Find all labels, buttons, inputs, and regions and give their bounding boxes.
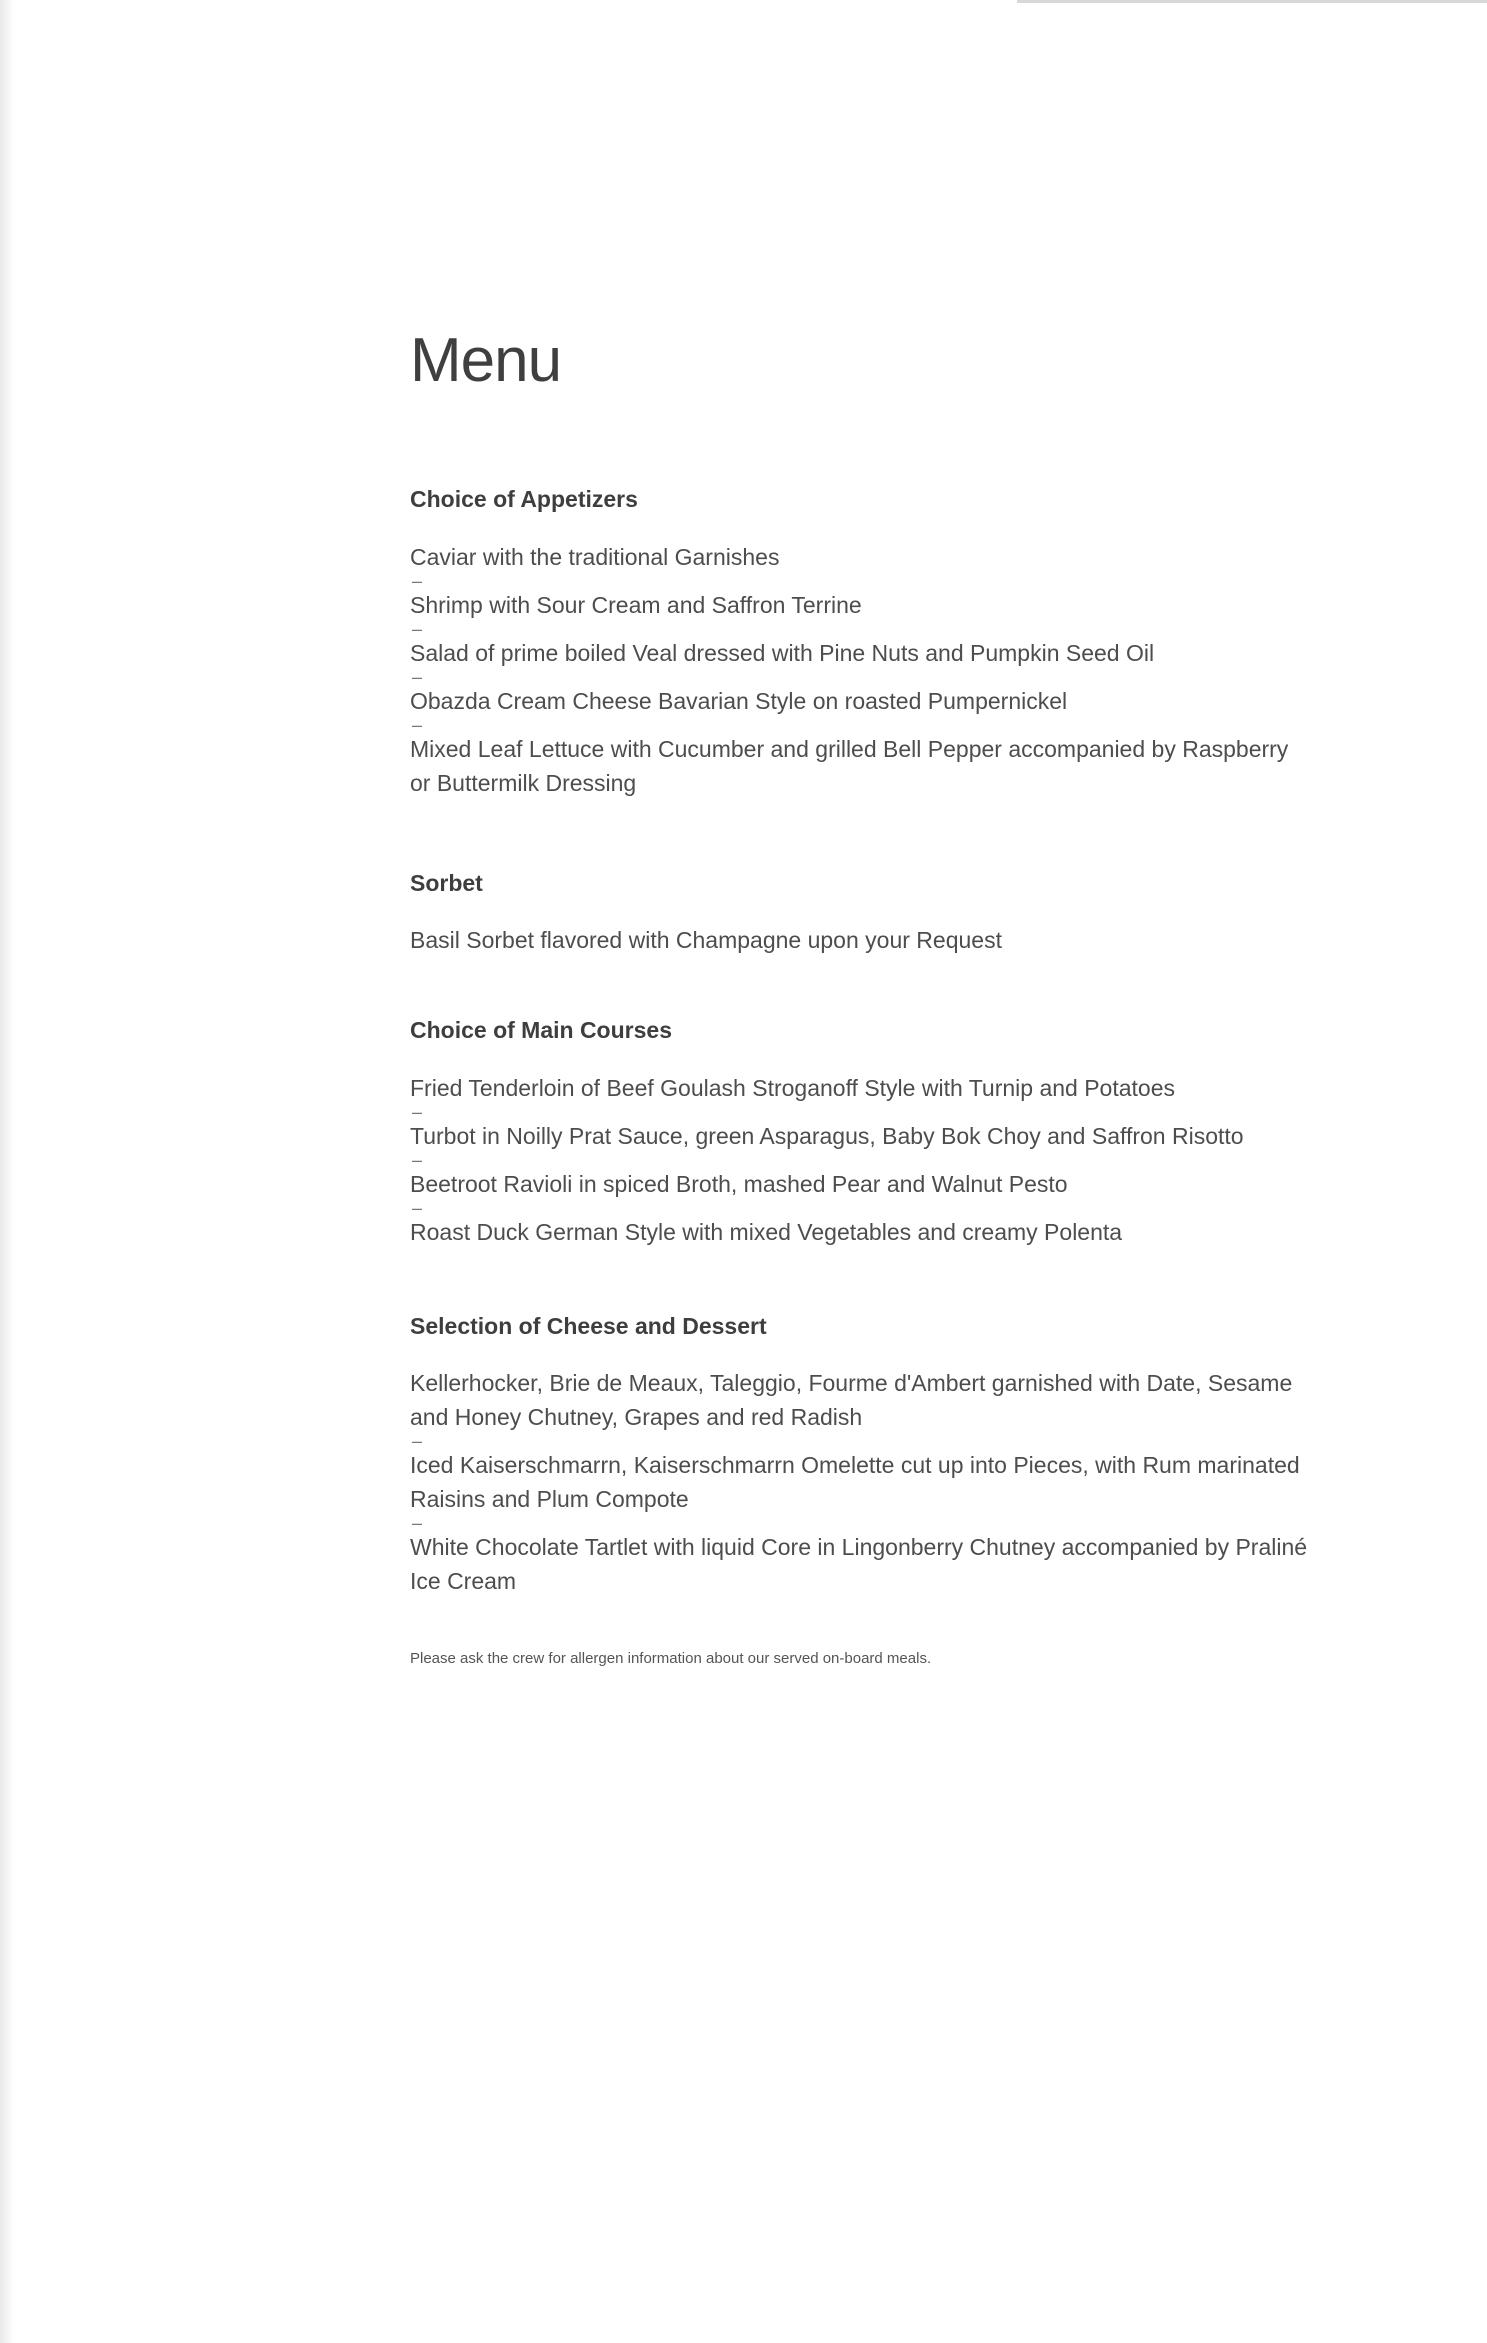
page-title: Menu <box>410 326 562 395</box>
sorbet-list <box>410 923 1310 957</box>
item-separator: – <box>412 666 423 687</box>
section-heading-cheese-dessert: Selection of Cheese and Dessert <box>410 1312 767 1339</box>
menu-item-main-3: Beetroot Ravioli in spiced Broth, mashed Pear and Walnut Pesto <box>410 1170 1068 1197</box>
menu-item-dessert-2: Iced Kaiserschmarrn, Kaiserschmarrn Omelette cut up into Pieces, with Rum marinated Raisins and Plum Compote <box>410 1452 1300 1513</box>
menu-page <box>410 326 1310 1668</box>
allergen-disclaimer: Please ask the crew for allergen information about our served on-board meals. <box>410 1650 932 1668</box>
menu-item-main-2: Turbot in Noilly Prat Sauce, green Asparagus, Baby Bok Choy and Saffron Risotto <box>410 1122 1244 1149</box>
item-separator: – <box>412 714 423 735</box>
menu-item-dessert-1: Kellerhocker, Brie de Meaux, Taleggio, Fourme d'Ambert garnished with Date, Sesame and Honey Chutney, Grapes and red Radish <box>410 1370 1293 1431</box>
menu-item-appetizer-1: Caviar with the traditional Garnishes <box>410 543 780 570</box>
menu-item-appetizer-2: Shrimp with Sour Cream and Saffron Terrine <box>410 591 862 618</box>
cheese-dessert-list <box>410 1366 1310 1598</box>
menu-item-appetizer-3: Salad of prime boiled Veal dressed with Pine Nuts and Pumpkin Seed Oil <box>410 639 1155 666</box>
menu-item-main-4: Roast Duck German Style with mixed Vegetables and creamy Polenta <box>410 1218 1123 1245</box>
menu-item-appetizer-4: Obazda Cream Cheese Bavarian Style on roasted Pumpernickel <box>410 687 1068 714</box>
item-separator: – <box>412 618 423 639</box>
item-separator: – <box>412 570 423 591</box>
menu-item-appetizer-5: Mixed Leaf Lettuce with Cucumber and grilled Bell Pepper accompanied by Raspberry or Buttermilk Dressing <box>410 735 1289 796</box>
menu-item-main-1: Fried Tenderloin of Beef Goulash Stroganoff Style with Turnip and Potatoes <box>410 1074 1176 1101</box>
top-edge-rule <box>1017 0 1487 3</box>
menu-item-sorbet-1: Basil Sorbet flavored with Champagne upon your Request <box>410 927 1002 954</box>
section-cheese-dessert <box>410 1313 1310 1599</box>
section-appetizers <box>410 486 1310 800</box>
section-heading-main-courses: Choice of Main Courses <box>410 1017 672 1044</box>
section-sorbet <box>410 870 1310 958</box>
section-main-courses <box>410 1017 1310 1249</box>
menu-item-dessert-3: White Chocolate Tartlet with liquid Core in Lingonberry Chutney accompanied by Praliné Ice Cream <box>410 1534 1308 1595</box>
item-separator: – <box>412 1431 423 1452</box>
item-separator: – <box>412 1149 423 1170</box>
section-heading-appetizers: Choice of Appetizers <box>410 486 638 512</box>
item-separator: – <box>412 1513 423 1534</box>
appetizer-list <box>410 540 1310 800</box>
item-separator: – <box>412 1101 423 1122</box>
section-heading-sorbet: Sorbet <box>410 869 483 896</box>
page-edge-shadow <box>0 0 14 2343</box>
item-separator: – <box>412 1197 423 1218</box>
main-course-list <box>410 1071 1310 1249</box>
